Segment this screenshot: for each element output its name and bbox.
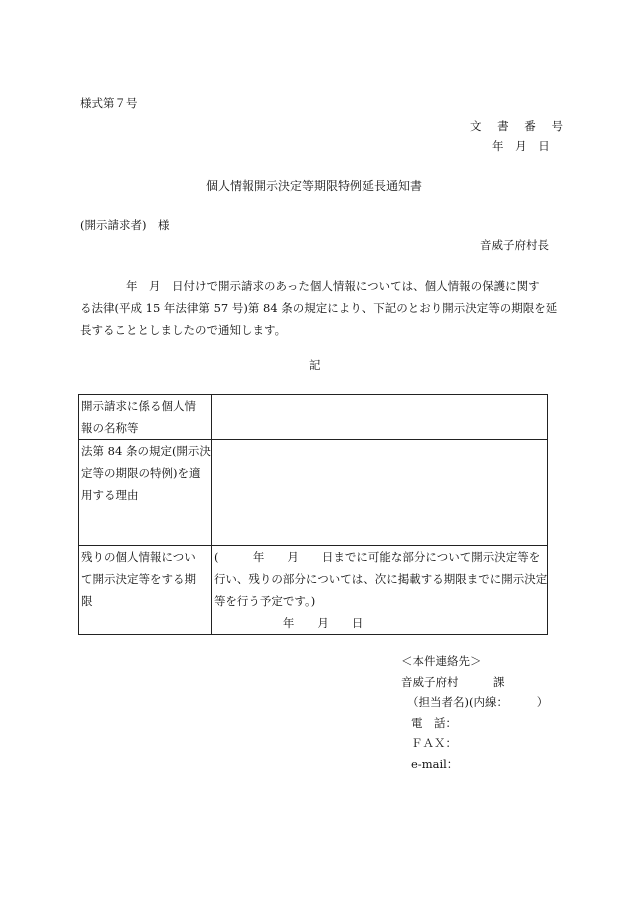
table-row — [79, 440, 548, 546]
deadline-date: 年 月 日 — [259, 616, 364, 630]
contact-fax: ＦＡＸ： — [411, 736, 457, 750]
recipient: (開示請求者) 様 — [80, 218, 170, 232]
body-line: 長することとしましたので通知します。 — [80, 323, 287, 337]
label-line: 用する理由 — [81, 488, 139, 502]
table-row — [79, 395, 548, 440]
label-line: 限 — [81, 594, 93, 608]
form-number: 様式第７号 — [80, 96, 138, 110]
label-line: 定等の期限の特例)を適 — [81, 466, 201, 480]
contact-heading: ＜本件連絡先＞ — [401, 654, 482, 668]
contact-block — [401, 651, 548, 774]
contact-person: （担当者名)(内線： ） — [407, 695, 549, 709]
row-value-reason — [211, 440, 547, 546]
contact-department: 音威子府村 課 — [401, 674, 505, 689]
body-paragraph — [80, 275, 558, 341]
body-line: 年 月 日付けで開示請求のあった個人情報については、個人情報の保護に関す — [80, 279, 540, 293]
issue-date-label: 年 月 日 — [492, 139, 554, 153]
label-line: 報の名称等 — [81, 421, 139, 435]
row-label-reason — [79, 440, 212, 546]
ki-heading: 記 — [309, 358, 321, 372]
row-label-deadline — [79, 546, 212, 635]
row-value-deadline — [211, 546, 547, 635]
document-title: 個人情報開示決定等期限特例延長通知書 — [206, 179, 423, 193]
document-number-label: 文 書 番 号 — [470, 119, 569, 133]
label-line: 法第 84 条の規定(開示決 — [81, 444, 211, 458]
contact-phone: 電 話： — [411, 715, 457, 730]
row-label-info-name — [79, 395, 212, 440]
row-value-info-name — [211, 395, 547, 440]
label-line: 残りの個人情報につい — [81, 550, 196, 564]
value-line: ( 年 月 日までに可能な部分について開示決定等を — [213, 550, 541, 564]
value-line: 行い、残りの部分については、次に掲載する期限までに開示決定 — [213, 572, 548, 586]
contact-email: e-mail： — [411, 756, 459, 771]
sender: 音威子府村長 — [480, 238, 549, 252]
label-line: 開示請求に係る個人情 — [81, 399, 196, 413]
value-line: 等を行う予定です。) — [213, 594, 316, 608]
label-line: て開示決定等をする期 — [81, 572, 196, 586]
body-line: る法律(平成 15 年法律第 57 号)第 84 条の規定により、下記のとおり開示決定等の期限を延 — [80, 301, 558, 315]
details-table — [78, 394, 548, 635]
table-row — [79, 546, 548, 635]
